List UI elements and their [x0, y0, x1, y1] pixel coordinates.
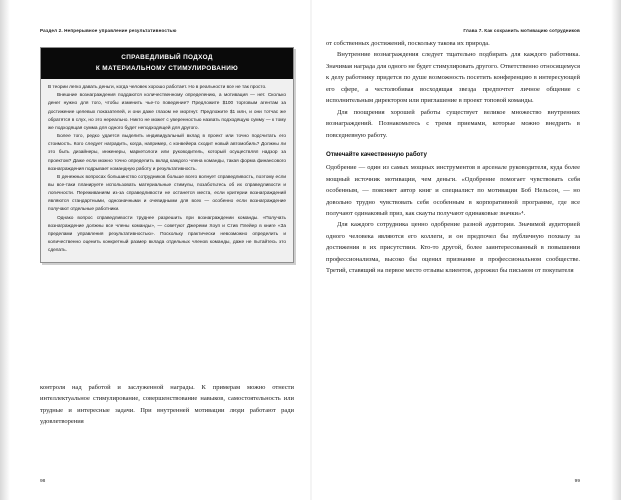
sidebar-title-line-2: К МАТЕРИАЛЬНОМУ СТИМУЛИРОВАНИЮ [95, 64, 239, 72]
left-continuation-paragraph: контроля над работой и заслуженной награды. К примерам можно отнести интеллектуальное стимулирование, совершенствование навыков, самостоятельность или трудные и интересные задачи. При внутренней мотивации люди работают ради удовлетворения [40, 384, 294, 426]
sidebar-paragraph: В денежных вопросах большинство сотрудников больше всего волнует справедливость, поэтому если вы все-таки планируете использовать материальные стимулы, позаботьтесь об их справедливости и логичности. Переживаниям из-за справедливости не останется места, если критерии вознаграждений являются стандартными, однозначными и очевидными для всех — особенно если вознаграждение получают отдельные работники. [48, 174, 286, 213]
sidebar-callout-body [41, 79, 293, 262]
sidebar-title-line-1: СПРАВЕДЛИВЫЙ ПОДХОД [121, 54, 213, 61]
right-running-head: Глава 7. Как сохранить мотивацию сотрудников [463, 28, 580, 33]
left-page-number: 98 [40, 479, 46, 484]
right-paragraph: Для поощрения хорошей работы существует великое множество внутренних вознаграждений. Познакомьтесь с тремя приемами, которые можно внедрить в повседневную работу. [326, 108, 580, 139]
left-page [0, 0, 310, 500]
right-paragraph: Для каждого сотрудника ценно одобрение разной аудитории. Значимой аудиторией одного человека являются его коллеги, и он предпочел бы публичную похвалу за достижения в их присутствии. Кто-то другой, более заинтересованный в повышении профессионализма, высоко бы оценил признание в профессиональном сообществе. Третий, ставящий на первое место отзывы клиентов, дорожил бы письмом от покупателя [326, 221, 580, 275]
section-subheading: Отмечайте качественную работу [326, 150, 427, 158]
left-body-text [40, 382, 294, 428]
sidebar-paragraph: Внешние вознаграждения поддаются количественному определению, а мотивация — нет. Сколько денег нужно для того, чтобы изменить чье-то поведение? Предложите $100 торговым агентам за достижение целевых показателей, и они даже глазом не моргнут. Предложите $1 млн, и они тотчас же обратятся в слух, но это нереально. Никто не может с уверенностью назвать подходящую сумму — к тому же подходящая сумма для одного будет неподходящей для другого. [48, 93, 286, 131]
left-running-head: Раздел 2. Непрерывное управление результативностью [40, 28, 177, 33]
sidebar-paragraph: В теории легко давать деньги, когда человек хорошо работает. Но в реальности все не так просто. [48, 85, 267, 91]
sidebar-paragraph: Более того, редко удается выделить индивидуальный вклад в проект или точно подсчитать его стоимость. Кого следует наградить, когда, например, с конвейера сходит новый автомобиль? Должны ли это быть дизайнеры, инженеры, маркетологи или руководитель, который осуществлял надзор за проектом? Даже если можно точно определить вклад каждого члена команды, такая форма финансового вознаграждения подрывает командную работу и результативность. [48, 134, 286, 172]
sidebar-callout-box [40, 47, 294, 263]
sidebar-callout-title [41, 48, 293, 79]
right-paragraph: от собственных достижений, поскольку такова их природа. [326, 40, 490, 47]
right-paragraph: Внутренние вознаграждения следует тщательно подбирать для каждого работника. Значимая награда для одного не будет стимулировать другого. Ответственно относящемуся к делу работнику придется по душе возможность посетить конференцию в интересующей его сфере, а честолюбивая восходящая звезда предпочтет личное общение с исполнительным директором или приглашение в проект топовой команды. [326, 51, 580, 105]
right-body-text [326, 38, 580, 277]
right-page-number: 99 [574, 479, 580, 484]
right-page [310, 0, 620, 500]
sidebar-paragraph: Однако вопрос справедливости труднее разрешить при вознаграждении команды. «Получать вознаграждение должны все члены команды», — советуют Джереми Хоуп и Стив Плейер в книге «За пределами управления результативностью». Поскольку практически невозможно определить и количественно оценить конкретный размер вклада отдельных членов команды, даже не пытайтесь это сделать. [48, 215, 286, 254]
right-paragraph: Одобрение — один из самых мощных инструментов в арсенале руководителя, куда более мощный источник мотивации, чем деньги. «Одобрение помогает чувствовать себя особенным, — поясняет автор книг и специалист по мотивации Боб Нельсон, — но довольно трудно чувствовать себя особенным в корпоративной программе, где все получают одинаковый приз, как скауты получают одинаковые значки»⁴. [326, 164, 580, 217]
